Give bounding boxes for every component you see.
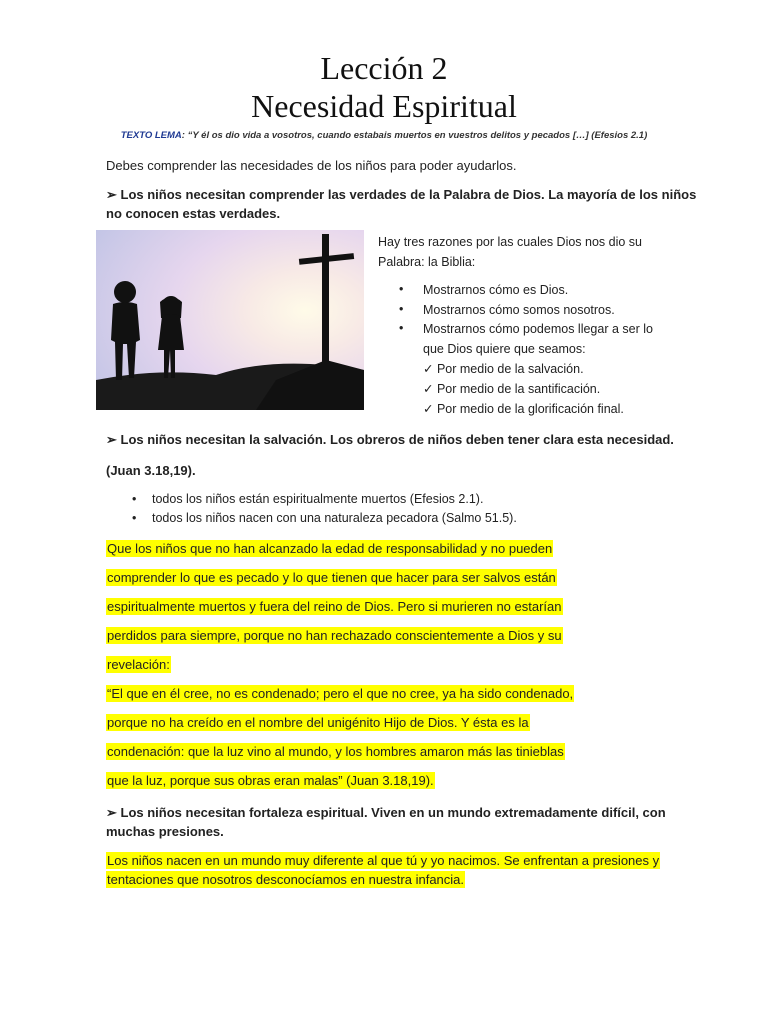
- highlight-line: comprender lo que es pecado y lo que tienen que hacer para ser salvos están: [107, 570, 556, 585]
- highlight-line: perdidos para siempre, porque no han rechazado conscientemente a Dios y su: [107, 628, 562, 643]
- highlight-line: revelación:: [107, 657, 170, 672]
- lema-label: TEXTO LEMA: [120, 130, 182, 141]
- check-item: ✓ Por medio de la salvación.: [423, 362, 584, 376]
- intro-text: Debes comprender las necesidades de los niños para poder ayudarlos.: [106, 158, 517, 173]
- point1-line1: ➢ Los niños necesitan comprender las verdades de la Palabra de Dios. La mayoría de los niños: [106, 187, 697, 202]
- point3-line1: ➢ Los niños necesitan fortaleza espiritual. Viven en un mundo extremadamente difícil, con: [106, 805, 666, 820]
- texto-lema: [0, 130, 768, 141]
- reason-item: Mostrarnos cómo es Dios.: [423, 283, 569, 297]
- lesson-number: Lección 2: [320, 50, 448, 86]
- bullet-icon: •: [399, 282, 404, 296]
- check-item: ✓ Por medio de la glorificación final.: [423, 402, 624, 416]
- reason-item-continued: que Dios quiere que seamos:: [423, 342, 586, 356]
- highlight-line: Los niños nacen en un mundo muy diferente al que tú y yo nacimos. Se enfrentan a presiones y: [107, 853, 660, 868]
- reasons-intro-line1: Hay tres razones por las cuales Dios nos dio su: [378, 235, 643, 249]
- lema-text: : “Y él os dio vida a vosotros, cuando estabais muertos en vuestros delitos y pecados […] (Efesios 2.1): [181, 130, 648, 141]
- point3-line2: muchas presiones.: [106, 824, 224, 839]
- bullet-icon: •: [132, 511, 137, 525]
- reasons-intro-line2: Palabra: la Biblia:: [378, 255, 476, 269]
- lesson-title: Necesidad Espiritual: [251, 88, 517, 124]
- point2-bullet: todos los niños están espiritualmente muertos (Efesios 2.1).: [152, 492, 484, 506]
- highlight-line: “El que en él cree, no es condenado; pero el que no cree, ya ha sido condenado,: [107, 686, 574, 701]
- point1-line2: no conocen estas verdades.: [106, 206, 281, 221]
- check-item: ✓ Por medio de la santificación.: [423, 382, 601, 396]
- point2-bullet: todos los niños nacen con una naturaleza pecadora (Salmo 51.5).: [152, 511, 517, 525]
- cross-children-illustration: [96, 230, 364, 410]
- highlight-line: espiritualmente muertos y fuera del reino de Dios. Pero si murieren no estarían: [107, 599, 562, 614]
- highlight-line: tentaciones que nosotros desconocíamos en nuestra infancia.: [107, 872, 465, 887]
- highlight-line: Que los niños que no han alcanzado la edad de responsabilidad y no pueden: [107, 541, 553, 556]
- highlight-line: porque no ha creído en el nombre del unigénito Hijo de Dios. Y ésta es la: [107, 715, 529, 730]
- bullet-icon: •: [399, 302, 404, 316]
- highlight-line: condenación: que la luz vino al mundo, y los hombres amaron más las tinieblas: [107, 744, 564, 759]
- bullet-icon: •: [132, 492, 137, 506]
- bullet-icon: •: [399, 321, 404, 335]
- point2-text: ➢ Los niños necesitan la salvación. Los obreros de niños deben tener clara esta necesidad.: [106, 432, 674, 447]
- reason-item: Mostrarnos cómo podemos llegar a ser lo: [423, 322, 653, 336]
- point2-ref: (Juan 3.18,19).: [106, 463, 196, 478]
- highlight-line: que la luz, porque sus obras eran malas” (Juan 3.18,19).: [107, 773, 434, 788]
- reason-item: Mostrarnos cómo somos nosotros.: [423, 303, 615, 317]
